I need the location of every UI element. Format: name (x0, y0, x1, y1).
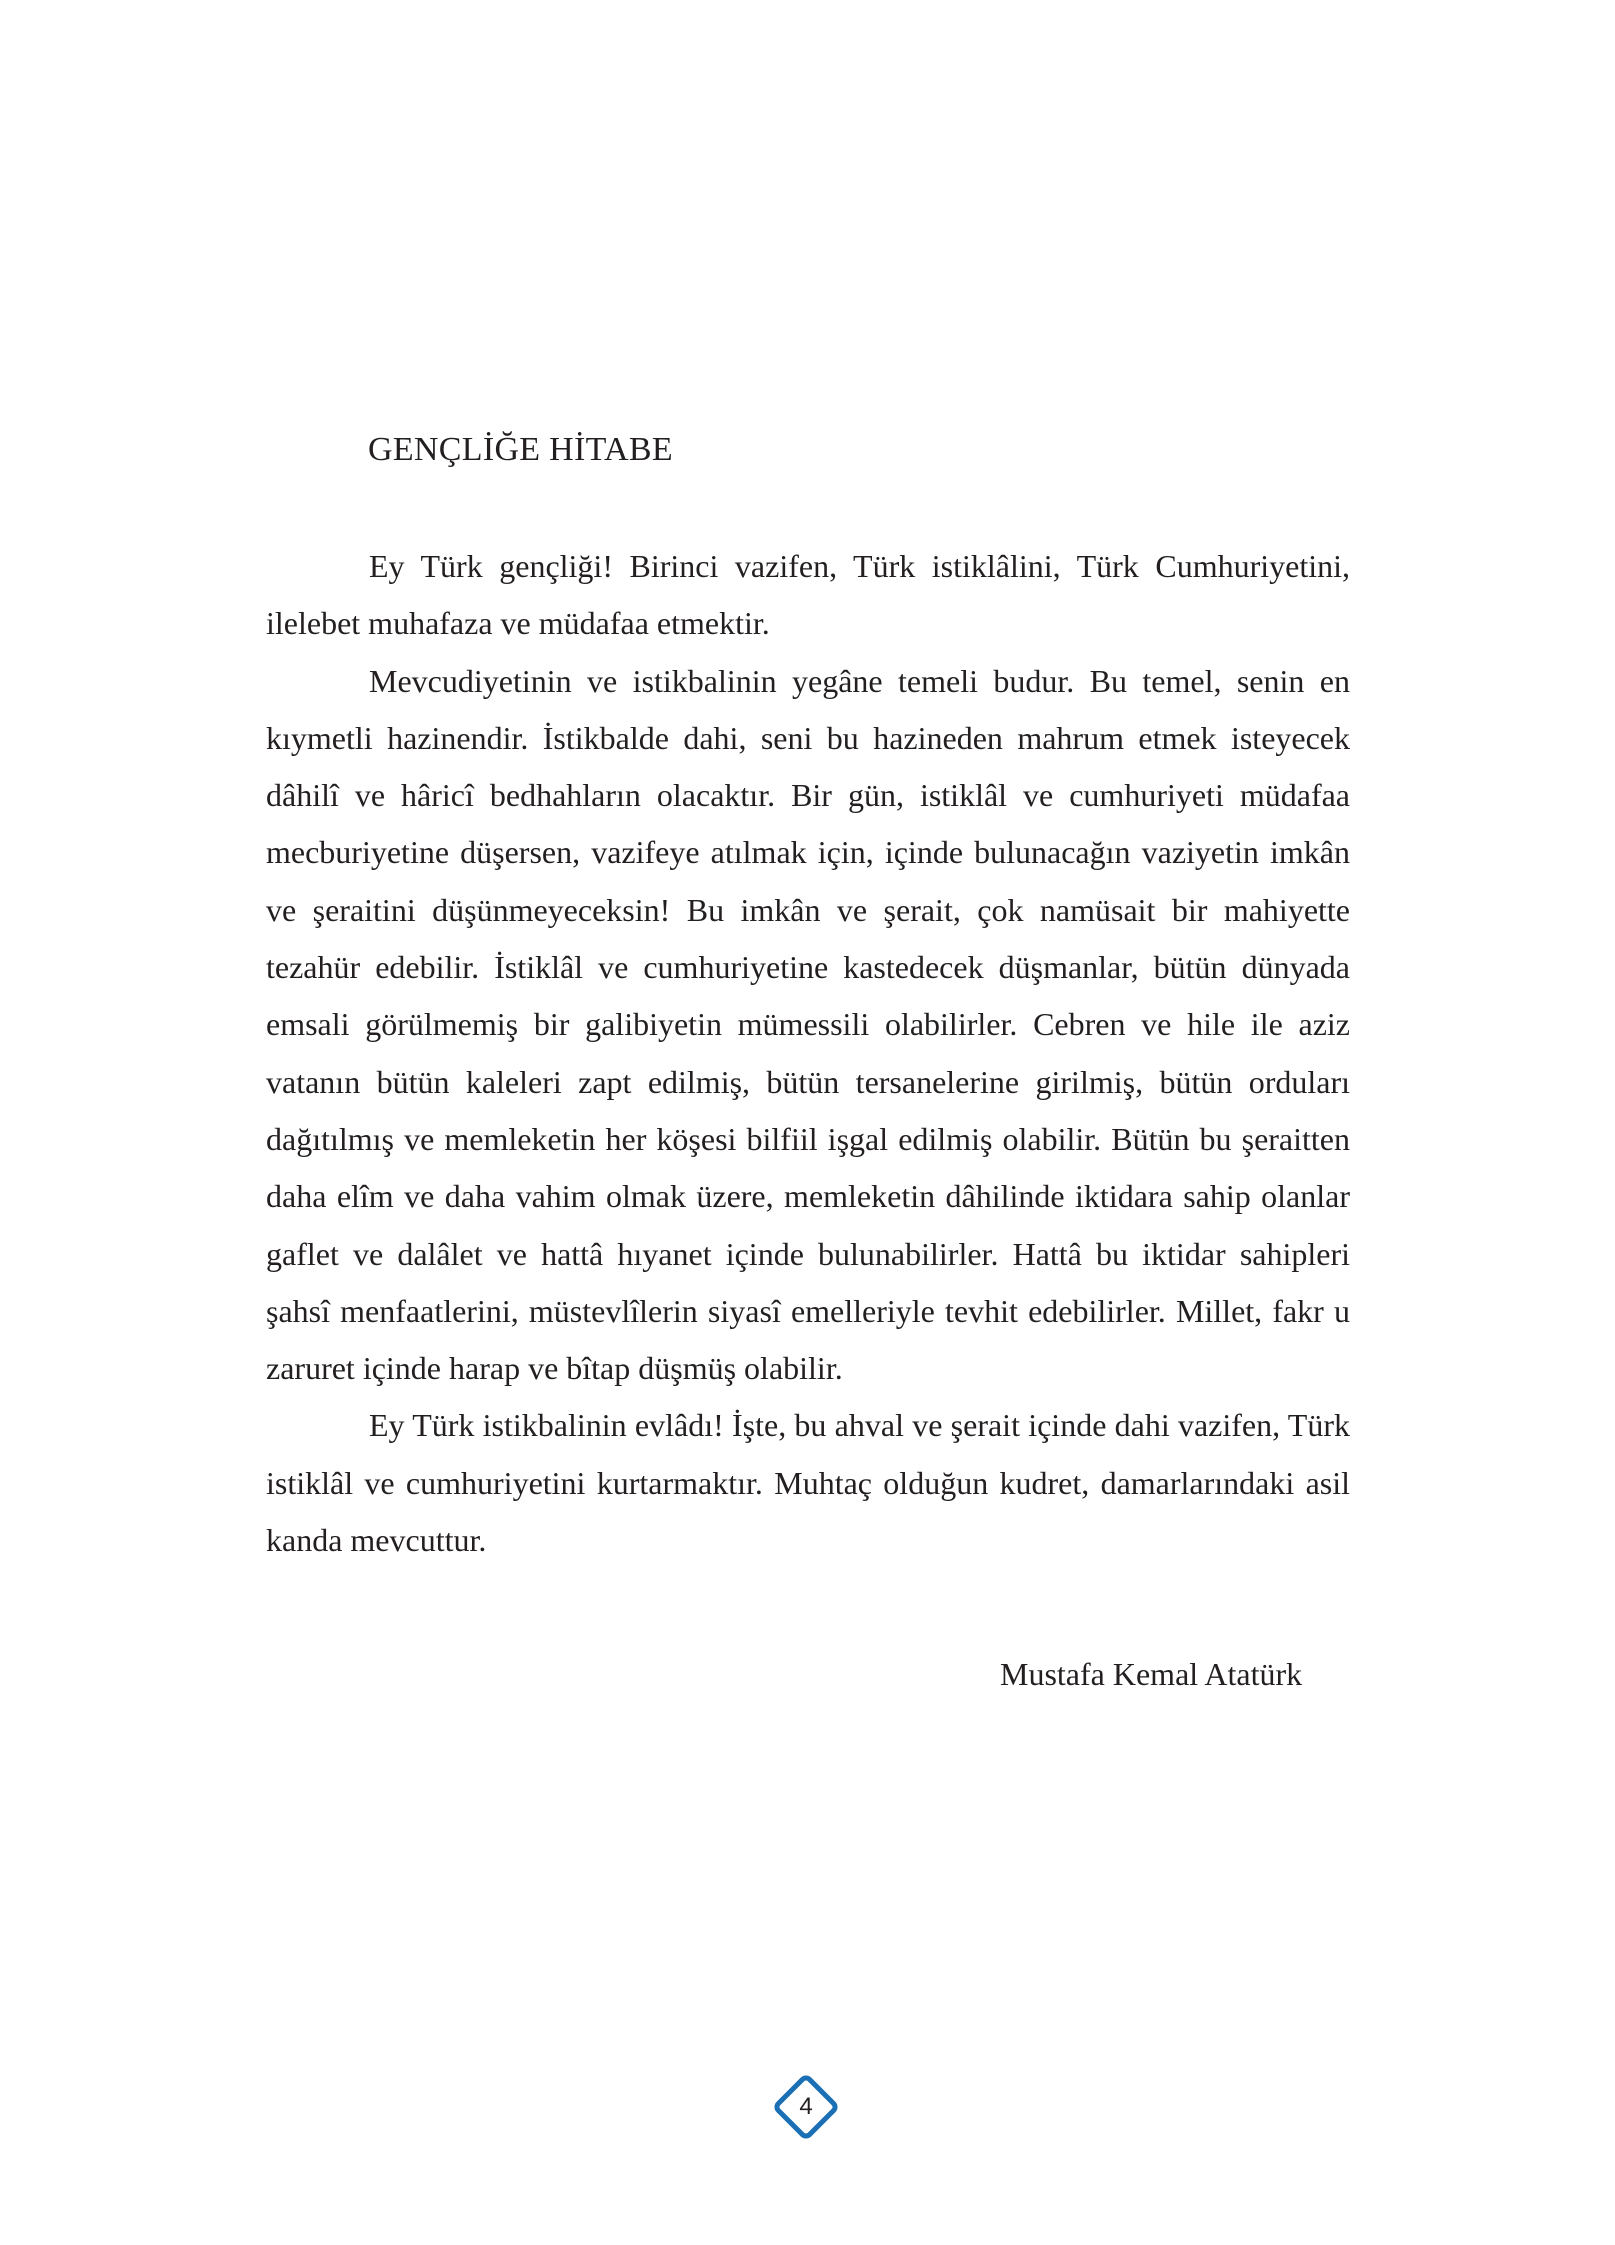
signature: Mustafa Kemal Atatürk (1000, 1656, 1303, 1692)
paragraph: Ey Türk gençliği! Birinci vazifen, Türk istiklâlini, Türk Cumhuriyetini, ilelebet muhafaza ve müdafaa etmektir. (266, 548, 1350, 642)
document-body (266, 538, 1350, 1569)
paragraph: Ey Türk istikbalinin evlâdı! İşte, bu ahval ve şerait içinde dahi vazifen, Türk istiklâl ve cumhuriyetini kurtarmaktır. Muhtaç olduğun kudret, damarlarındaki asil kanda mevcuttur. (266, 1407, 1350, 1559)
page-number-badge (771, 2072, 841, 2142)
page-title: GENÇLİĞE HİTABE (368, 431, 673, 468)
page-number: 4 (799, 2093, 813, 2120)
paragraph: Mevcudiyetinin ve istikbalinin yegâne temeli budur. Bu temel, senin en kıymetli hazinendir. İstikbalde dahi, seni bu hazineden mahrum etmek isteyecek dâhilî ve hâricî bedhahların olacaktır. Bir gün, istiklâl ve cumhuriyeti müdafaa mecburiyetine düşersen, vazifeye atılmak için, içinde bulunacağın vaziyetin imkân ve şeraitini düşünmeyeceksin! Bu imkân ve şerait, çok namüsait bir mahiyette tezahür edebilir. İstiklâl ve cumhuriyetine kastedecek düşmanlar, bütün dünyada emsali görülmemiş bir galibiyetin mümessili olabilirler. Cebren ve hile ile aziz vatanın bütün kaleleri zapt edilmiş, bütün tersanelerine girilmiş, bütün orduları dağıtılmış ve memleketin her köşesi bilfiil işgal edilmiş olabilir. Bütün bu şeraitten daha elîm ve daha vahim olmak üzere, memleketin dâhilinde iktidara sahip olanlar gaflet ve dalâlet ve hattâ hıyanet içinde bulunabilirler. Hattâ bu iktidar sahipleri şahsî menfaatlerini, müstevlîlerin siyasî emelleriyle tevhit edebilirler. Millet, fakr u zaruret içinde harap ve bîtap düşmüş olabilir. (266, 662, 1350, 1387)
